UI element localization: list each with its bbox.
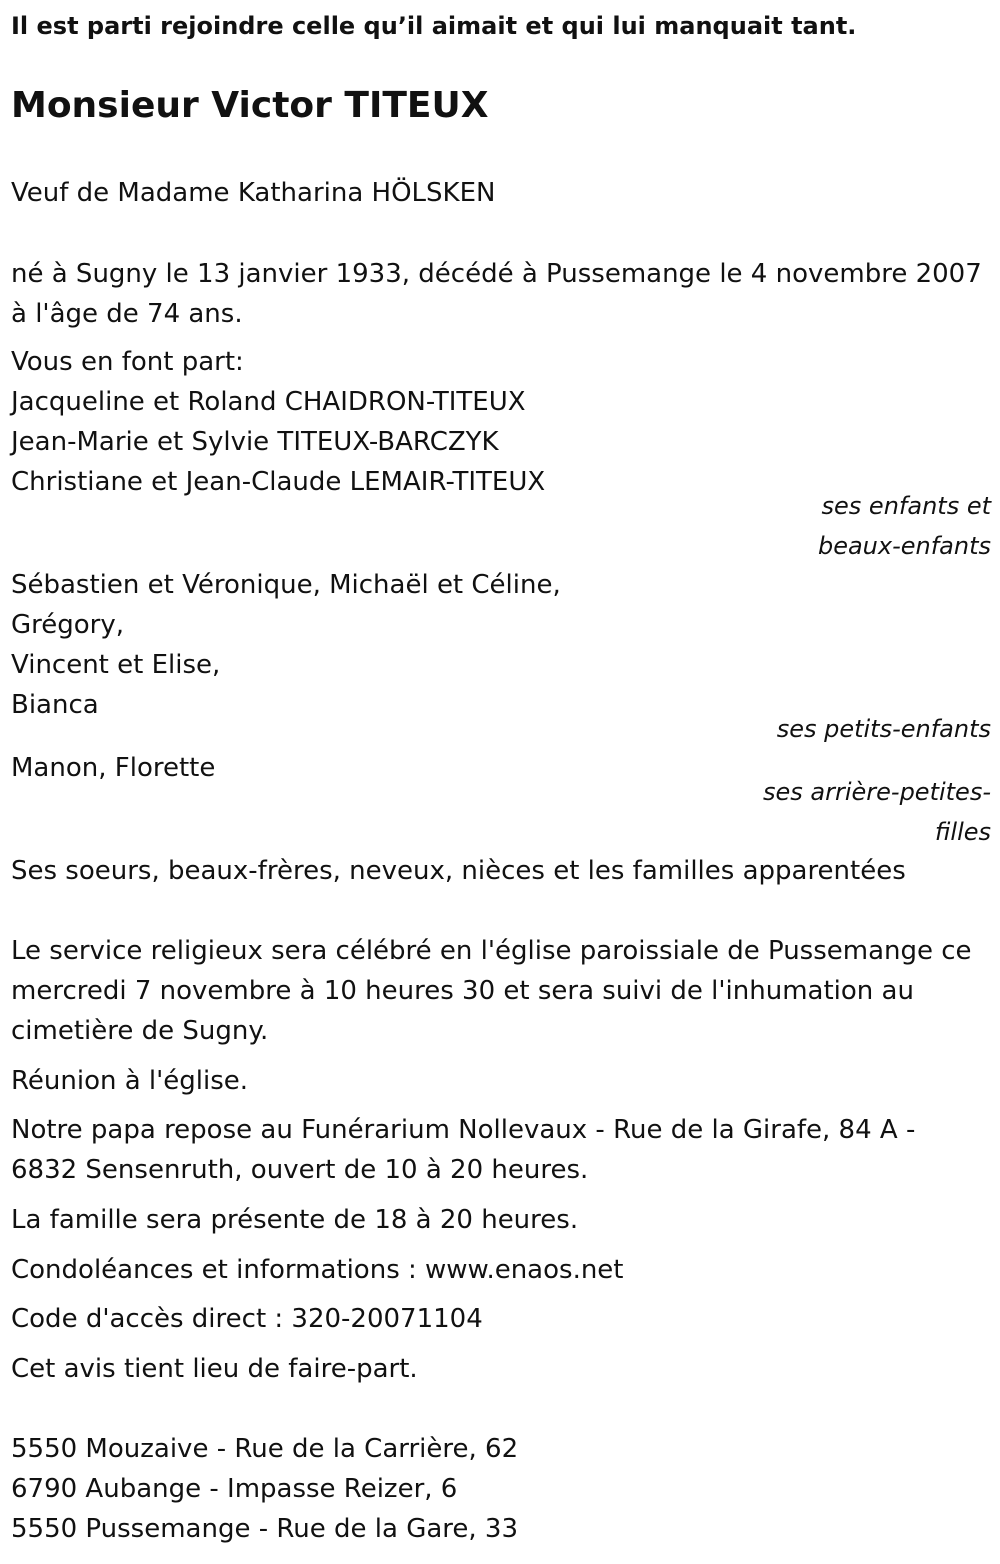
great-grandchildren-label-line: filles — [934, 818, 991, 846]
motto: Il est parti rejoindre celle qu’il aimait et qui lui manquait tant. — [11, 12, 857, 40]
great-grandchildren-label-line: ses arrière-petites- — [763, 778, 991, 806]
children-label-line: beaux-enfants — [817, 532, 991, 560]
grandchildren-item: Bianca — [11, 690, 99, 720]
announce-intro: Vous en font part: — [11, 347, 244, 377]
notice-line: Cet avis tient lieu de faire-part. — [11, 1354, 418, 1384]
grandchildren-item: Grégory, — [11, 610, 125, 640]
birth-death-line: né à Sugny le 13 janvier 1933, décédé à Pussemange le 4 novembre 2007 à l'âge de 74 ans. — [11, 259, 982, 329]
address-item: 6790 Aubange - Impasse Reizer, 6 — [11, 1474, 458, 1504]
addresses-list — [11, 1429, 991, 1549]
grandchildren-item: Sébastien et Véronique, Michaël et Céline, — [11, 570, 561, 600]
great-grandchildren: Manon, Florette — [11, 753, 216, 783]
spouse-line: Veuf de Madame Katharina HÖLSKEN — [11, 178, 496, 208]
grandchildren-label: ses petits-enfants — [776, 715, 991, 743]
children-label-line: ses enfants et — [821, 492, 991, 520]
children-label — [818, 486, 991, 566]
deceased-name: Monsieur Victor TITEUX — [11, 85, 489, 126]
funerarium-paragraph: Notre papa repose au Funérarium Nollevaux - Rue de la Girafe, 84 A - 6832 Sensenruth, ouvert de 10 à 20 heures. — [11, 1115, 916, 1185]
condolences-line: Condoléances et informations : www.enaos.net — [11, 1255, 624, 1285]
address-item: 5550 Mouzaive - Rue de la Carrière, 62 — [11, 1434, 519, 1464]
access-code-line: Code d'accès direct : 320-20071104 — [11, 1304, 483, 1334]
service-paragraph: Le service religieux sera célébré en l'église paroissiale de Pussemange ce mercredi 7 novembre à 10 heures 30 et sera suivi de l'inhumation au cimetière de Sugny. — [11, 936, 972, 1046]
grandchildren-list — [11, 565, 991, 725]
meeting-line: Réunion à l'église. — [11, 1066, 249, 1096]
great-grandchildren-label — [763, 772, 991, 852]
children-item: Jacqueline et Roland CHAIDRON-TITEUX — [11, 387, 526, 417]
children-item: Christiane et Jean-Claude LEMAIR-TITEUX — [11, 467, 546, 497]
children-list — [11, 382, 991, 502]
grandchildren-item: Vincent et Elise, — [11, 650, 221, 680]
address-item: 5550 Pussemange - Rue de la Gare, 33 — [11, 1514, 518, 1544]
children-item: Jean-Marie et Sylvie TITEUX-BARCZYK — [11, 427, 499, 457]
relatives-line: Ses soeurs, beaux-frères, neveux, nièces et les familles apparentées — [11, 856, 906, 886]
family-presence-line: La famille sera présente de 18 à 20 heures. — [11, 1205, 579, 1235]
